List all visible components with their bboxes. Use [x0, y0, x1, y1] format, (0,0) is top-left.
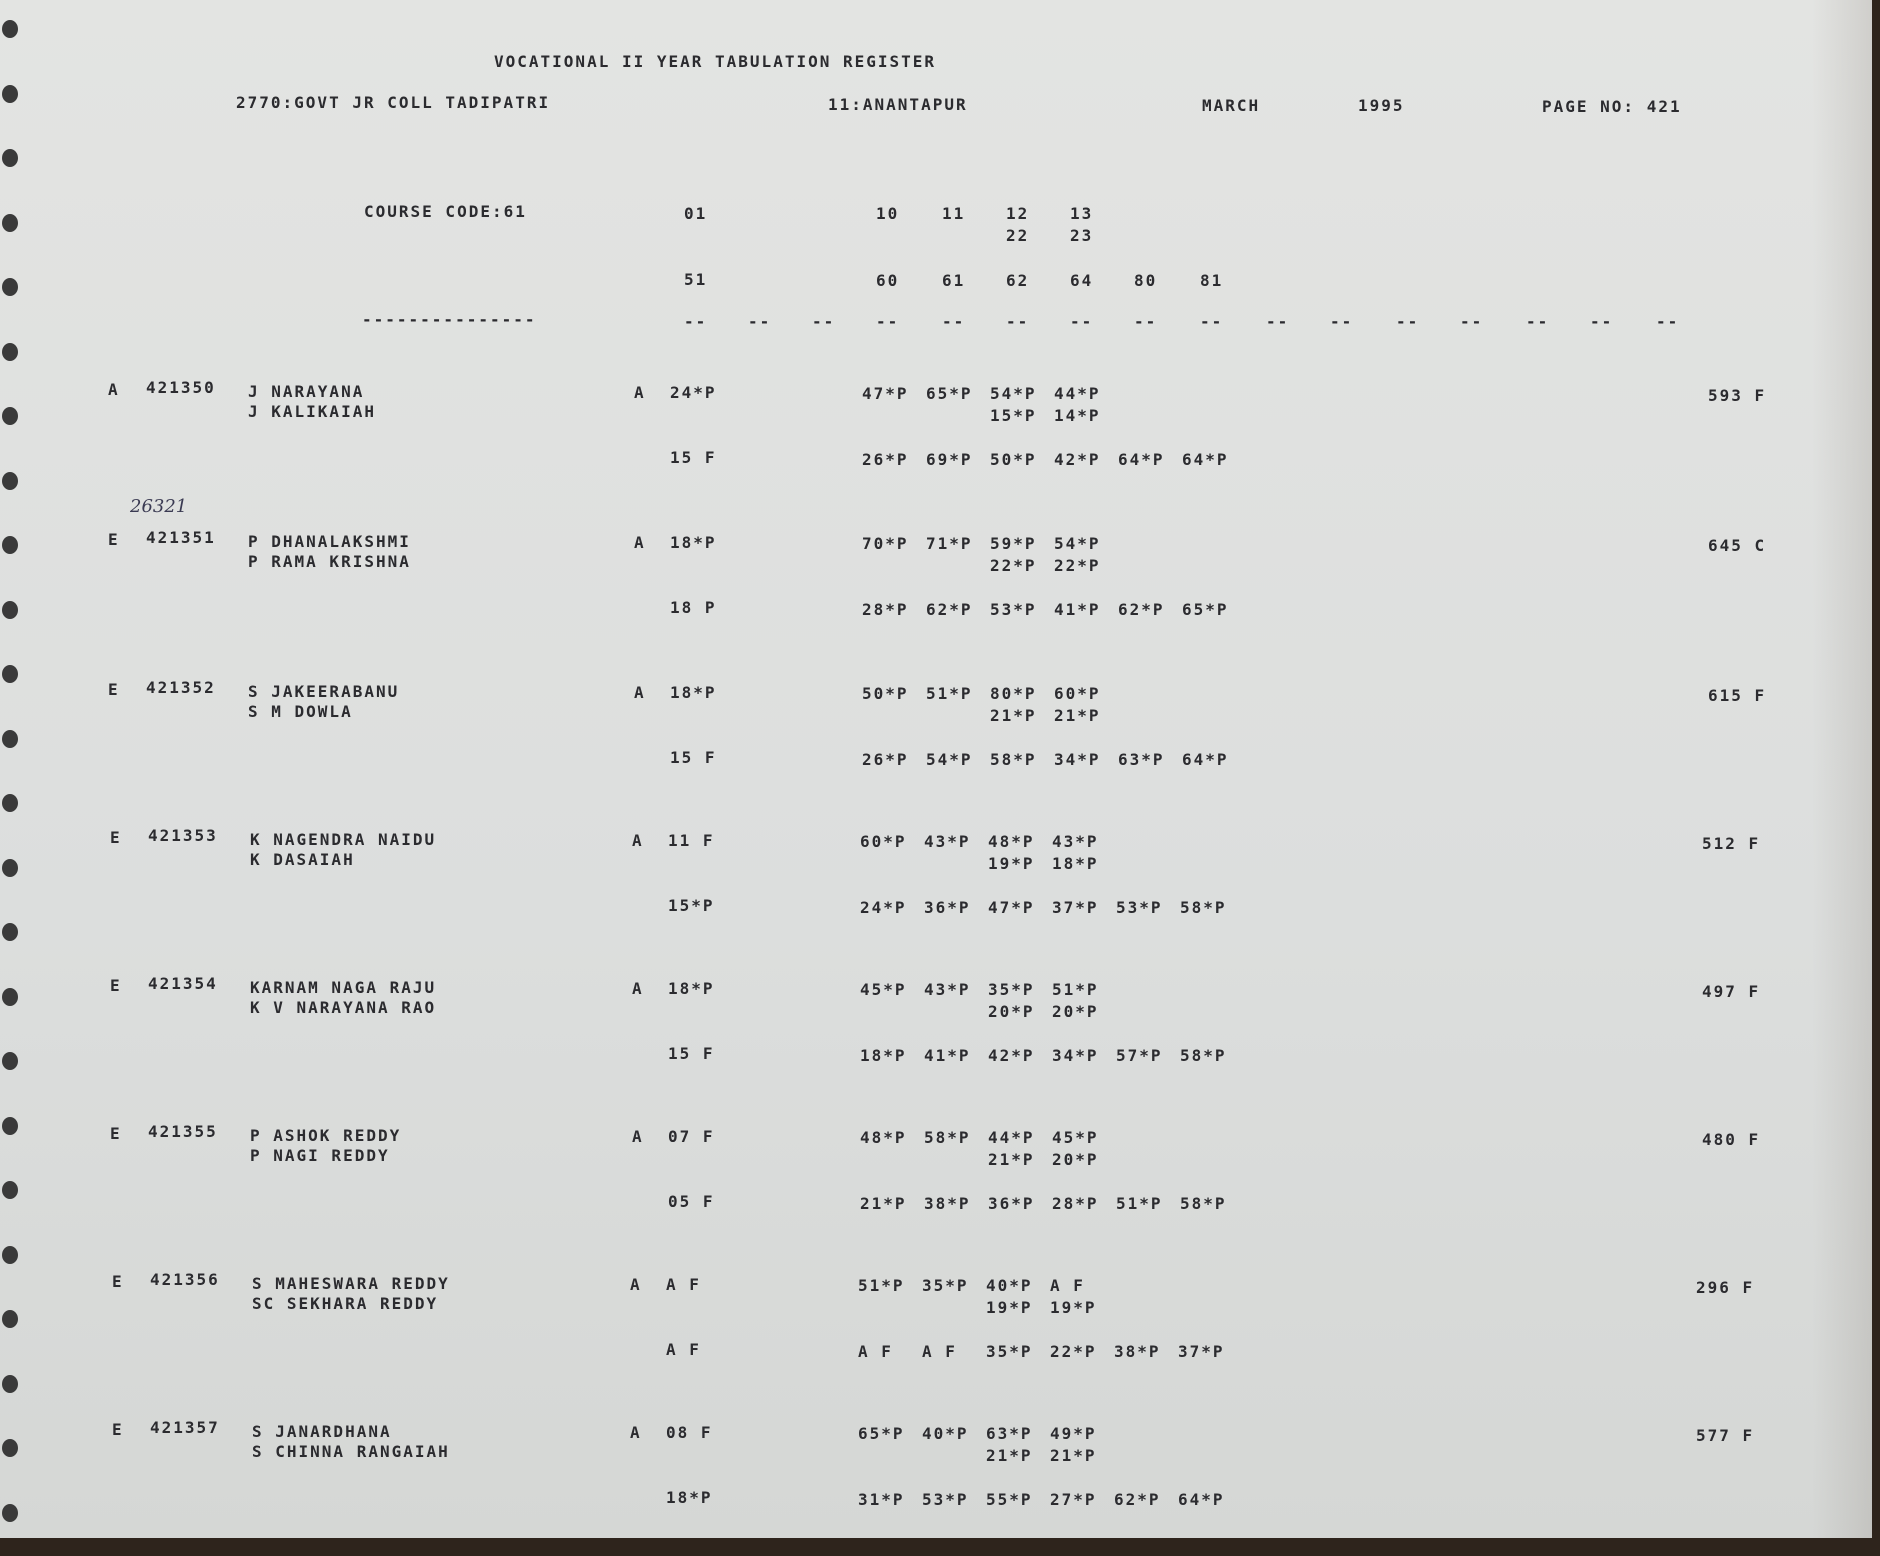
subject-mark: 21*P	[860, 1194, 907, 1213]
feed-hole	[2, 1375, 18, 1393]
subject-mark: 41*P	[924, 1046, 971, 1065]
subject-code: 61	[942, 271, 966, 290]
subject-mark: 35*P	[922, 1276, 969, 1295]
first-year-mark: 18*P	[670, 533, 717, 552]
subject-mark: 69*P	[926, 450, 973, 469]
first-year-mark: 07 F	[668, 1127, 715, 1146]
feed-hole	[2, 20, 18, 38]
feed-hole	[2, 149, 18, 167]
column-dash: --	[1330, 312, 1354, 331]
candidate-name: S MAHESWARA REDDY	[252, 1274, 450, 1293]
total-result: 615 F	[1708, 686, 1767, 705]
column-dash: --	[1526, 312, 1550, 331]
roll-number: 421356	[150, 1270, 220, 1289]
column-dash: --	[1460, 312, 1484, 331]
attendance-flag: A	[632, 979, 644, 998]
subject-mark: 41*P	[1054, 600, 1101, 619]
subject-mark: 63*P	[986, 1424, 1033, 1443]
subject-mark: 40*P	[922, 1424, 969, 1443]
subject-mark: 55*P	[986, 1490, 1033, 1509]
column-dash: --	[1070, 312, 1094, 331]
subject-mark: 49*P	[1050, 1424, 1097, 1443]
total-result: 296 F	[1696, 1278, 1755, 1297]
subject-mark: 35*P	[988, 980, 1035, 999]
subject-mark: 51*P	[926, 684, 973, 703]
roll-number: 421352	[146, 678, 216, 697]
subject-mark: 64*P	[1118, 450, 1165, 469]
roll-number: 421350	[146, 378, 216, 397]
attendance-flag: A	[630, 1275, 642, 1294]
district-name: 11:ANANTAPUR	[828, 95, 968, 114]
first-year-mark: 24*P	[670, 383, 717, 402]
column-dash: --	[1006, 312, 1030, 331]
subject-mark: 36*P	[924, 898, 971, 917]
roll-number: 421357	[150, 1418, 220, 1437]
subject-mark: 65*P	[926, 384, 973, 403]
category-code: E	[110, 1124, 122, 1143]
subject-mark: 21*P	[986, 1446, 1033, 1465]
subject-code: 62	[1006, 271, 1030, 290]
course-code-label: COURSE CODE:61	[364, 202, 527, 221]
subject-mark: 65*P	[1182, 600, 1229, 619]
feed-hole	[2, 988, 18, 1006]
subject-mark: 26*P	[862, 450, 909, 469]
subject-mark: 19*P	[988, 854, 1035, 873]
exam-year: 1995	[1358, 96, 1405, 115]
subject-mark: 58*P	[924, 1128, 971, 1147]
subject-code: 13	[1070, 204, 1094, 223]
subject-mark: 59*P	[990, 534, 1037, 553]
feed-hole	[2, 1504, 18, 1522]
page-number: PAGE NO: 421	[1542, 97, 1682, 116]
column-dash: --	[684, 312, 708, 331]
subject-mark: 38*P	[1114, 1342, 1161, 1361]
category-code: E	[110, 828, 122, 847]
second-mark: 15 F	[670, 448, 717, 467]
feed-hole	[2, 85, 18, 103]
subject-mark: A F	[858, 1342, 893, 1361]
attendance-flag: A	[634, 383, 646, 402]
feed-hole	[2, 1246, 18, 1264]
subject-mark: 64*P	[1182, 750, 1229, 769]
total-result: 497 F	[1702, 982, 1761, 1001]
subject-mark: 47*P	[862, 384, 909, 403]
category-code: A	[108, 380, 120, 399]
subject-mark: A F	[922, 1342, 957, 1361]
first-year-mark: 08 F	[666, 1423, 713, 1442]
subject-mark: 70*P	[862, 534, 909, 553]
college-name: 2770:GOVT JR COLL TADIPATRI	[236, 93, 551, 112]
subject-code: 01	[684, 204, 708, 223]
subject-code: 60	[876, 271, 900, 290]
subject-mark: 62*P	[1114, 1490, 1161, 1509]
subject-code: 23	[1070, 226, 1094, 245]
subject-mark: 51*P	[858, 1276, 905, 1295]
candidate-name: P ASHOK REDDY	[250, 1126, 402, 1145]
subject-mark: 54*P	[926, 750, 973, 769]
subject-mark: 22*P	[1054, 556, 1101, 575]
feed-hole	[2, 1117, 18, 1135]
first-year-mark: 11 F	[668, 831, 715, 850]
second-mark: 05 F	[668, 1192, 715, 1211]
feed-hole	[2, 407, 18, 425]
feed-hole	[2, 1439, 18, 1457]
subject-mark: 62*P	[1118, 600, 1165, 619]
feed-hole	[2, 278, 18, 296]
subject-code: 81	[1200, 271, 1224, 290]
first-year-mark: A F	[666, 1275, 701, 1294]
subject-mark: 65*P	[858, 1424, 905, 1443]
subject-mark: 54*P	[1054, 534, 1101, 553]
subject-code: 64	[1070, 271, 1094, 290]
roll-number: 421353	[148, 826, 218, 845]
page-fold-shadow	[1812, 0, 1872, 1538]
subject-code: 12	[1006, 204, 1030, 223]
subject-code: 51	[684, 270, 708, 289]
subject-mark: 57*P	[1116, 1046, 1163, 1065]
subject-mark: 53*P	[1116, 898, 1163, 917]
subject-mark: 28*P	[862, 600, 909, 619]
subject-mark: 64*P	[1182, 450, 1229, 469]
father-name: K DASAIAH	[250, 850, 355, 869]
feed-hole	[2, 472, 18, 490]
attendance-flag: A	[630, 1423, 642, 1442]
subject-code: 80	[1134, 271, 1158, 290]
subject-code: 11	[942, 204, 966, 223]
subject-mark: 60*P	[1054, 684, 1101, 703]
total-result: 480 F	[1702, 1130, 1761, 1149]
subject-mark: 19*P	[986, 1298, 1033, 1317]
subject-mark: 18*P	[1052, 854, 1099, 873]
subject-mark: 37*P	[1178, 1342, 1225, 1361]
subject-code: 10	[876, 204, 900, 223]
subject-mark: 58*P	[1180, 898, 1227, 917]
subject-mark: 48*P	[860, 1128, 907, 1147]
subject-mark: 53*P	[990, 600, 1037, 619]
attendance-flag: A	[632, 1127, 644, 1146]
feed-hole	[2, 343, 18, 361]
first-year-mark: 18*P	[670, 683, 717, 702]
subject-mark: 42*P	[988, 1046, 1035, 1065]
subject-mark: 37*P	[1052, 898, 1099, 917]
subject-mark: 22*P	[1050, 1342, 1097, 1361]
first-year-mark: 18*P	[668, 979, 715, 998]
feed-hole	[2, 1052, 18, 1070]
feed-hole	[2, 730, 18, 748]
father-name: S M DOWLA	[248, 702, 353, 721]
subject-mark: 71*P	[926, 534, 973, 553]
subject-mark: 58*P	[1180, 1046, 1227, 1065]
feed-hole	[2, 214, 18, 232]
subject-mark: 34*P	[1054, 750, 1101, 769]
subject-mark: 54*P	[990, 384, 1037, 403]
subject-mark: 51*P	[1052, 980, 1099, 999]
feed-hole	[2, 536, 18, 554]
attendance-flag: A	[632, 831, 644, 850]
category-code: E	[112, 1420, 124, 1439]
candidate-name: S JANARDHANA	[252, 1422, 392, 1441]
total-result: 577 F	[1696, 1426, 1755, 1445]
column-dash: --	[1396, 312, 1420, 331]
subject-mark: 45*P	[1052, 1128, 1099, 1147]
subject-mark: A F	[1050, 1276, 1085, 1295]
category-code: E	[110, 976, 122, 995]
second-mark: 15*P	[668, 896, 715, 915]
roll-number: 421355	[148, 1122, 218, 1141]
subject-mark: 21*P	[1054, 706, 1101, 725]
subject-mark: 21*P	[990, 706, 1037, 725]
category-code: E	[108, 530, 120, 549]
feed-hole	[2, 794, 18, 812]
feed-hole	[2, 601, 18, 619]
subject-mark: 51*P	[1116, 1194, 1163, 1213]
feed-hole	[2, 1181, 18, 1199]
subject-mark: 28*P	[1052, 1194, 1099, 1213]
candidate-name: S JAKEERABANU	[248, 682, 400, 701]
roll-number: 421351	[146, 528, 216, 547]
total-result: 645 C	[1708, 536, 1767, 555]
candidate-name: J NARAYANA	[248, 382, 365, 401]
candidate-name: P DHANALAKSHMI	[248, 532, 411, 551]
subject-mark: 27*P	[1050, 1490, 1097, 1509]
subject-mark: 38*P	[924, 1194, 971, 1213]
column-dash: --	[942, 312, 966, 331]
feed-hole	[2, 923, 18, 941]
course-underline: ---------------	[362, 310, 537, 329]
feed-hole	[2, 1310, 18, 1328]
subject-mark: 20*P	[1052, 1002, 1099, 1021]
column-dash: --	[1200, 312, 1224, 331]
column-dash: --	[748, 312, 772, 331]
feed-hole	[2, 665, 18, 683]
second-mark: 15 F	[670, 748, 717, 767]
column-dash: --	[876, 312, 900, 331]
subject-code: 22	[1006, 226, 1030, 245]
feed-hole	[2, 859, 18, 877]
second-mark: 15 F	[668, 1044, 715, 1063]
attendance-flag: A	[634, 683, 646, 702]
subject-mark: 42*P	[1054, 450, 1101, 469]
attendance-flag: A	[634, 533, 646, 552]
subject-mark: 34*P	[1052, 1046, 1099, 1065]
handwritten-note: 26321	[130, 496, 188, 517]
subject-mark: 48*P	[988, 832, 1035, 851]
column-dash: --	[812, 312, 836, 331]
subject-mark: 43*P	[924, 832, 971, 851]
subject-mark: 80*P	[990, 684, 1037, 703]
father-name: P NAGI REDDY	[250, 1146, 390, 1165]
column-dash: --	[1134, 312, 1158, 331]
subject-mark: 35*P	[986, 1342, 1033, 1361]
father-name: SC SEKHARA REDDY	[252, 1294, 439, 1313]
subject-mark: 62*P	[926, 600, 973, 619]
subject-mark: 22*P	[990, 556, 1037, 575]
subject-mark: 14*P	[1054, 406, 1101, 425]
total-result: 512 F	[1702, 834, 1761, 853]
subject-mark: 50*P	[990, 450, 1037, 469]
exam-month: MARCH	[1202, 96, 1261, 115]
father-name: J KALIKAIAH	[248, 402, 376, 421]
subject-mark: 40*P	[986, 1276, 1033, 1295]
column-dash: --	[1266, 312, 1290, 331]
second-mark: 18 P	[670, 598, 717, 617]
subject-mark: 63*P	[1118, 750, 1165, 769]
column-dash: --	[1590, 312, 1614, 331]
subject-mark: 20*P	[988, 1002, 1035, 1021]
subject-mark: 44*P	[1054, 384, 1101, 403]
subject-mark: 50*P	[862, 684, 909, 703]
subject-mark: 44*P	[988, 1128, 1035, 1147]
subject-mark: 53*P	[922, 1490, 969, 1509]
subject-mark: 18*P	[860, 1046, 907, 1065]
total-result: 593 F	[1708, 386, 1767, 405]
father-name: S CHINNA RANGAIAH	[252, 1442, 450, 1461]
father-name: K V NARAYANA RAO	[250, 998, 437, 1017]
roll-number: 421354	[148, 974, 218, 993]
subject-mark: 31*P	[858, 1490, 905, 1509]
second-mark: 18*P	[666, 1488, 713, 1507]
subject-mark: 43*P	[924, 980, 971, 999]
subject-mark: 20*P	[1052, 1150, 1099, 1169]
subject-mark: 45*P	[860, 980, 907, 999]
candidate-name: K NAGENDRA NAIDU	[250, 830, 437, 849]
father-name: P RAMA KRISHNA	[248, 552, 411, 571]
subject-mark: 64*P	[1178, 1490, 1225, 1509]
subject-mark: 15*P	[990, 406, 1037, 425]
category-code: E	[108, 680, 120, 699]
candidate-name: KARNAM NAGA RAJU	[250, 978, 437, 997]
subject-mark: 36*P	[988, 1194, 1035, 1213]
subject-mark: 21*P	[988, 1150, 1035, 1169]
subject-mark: 47*P	[988, 898, 1035, 917]
subject-mark: 60*P	[860, 832, 907, 851]
category-code: E	[112, 1272, 124, 1291]
column-dash: --	[1656, 312, 1680, 331]
subject-mark: 58*P	[990, 750, 1037, 769]
subject-mark: 24*P	[860, 898, 907, 917]
subject-mark: 58*P	[1180, 1194, 1227, 1213]
subject-mark: 43*P	[1052, 832, 1099, 851]
subject-mark: 19*P	[1050, 1298, 1097, 1317]
subject-mark: 21*P	[1050, 1446, 1097, 1465]
second-mark: A F	[666, 1340, 701, 1359]
register-title: VOCATIONAL II YEAR TABULATION REGISTER	[494, 52, 937, 71]
subject-mark: 26*P	[862, 750, 909, 769]
